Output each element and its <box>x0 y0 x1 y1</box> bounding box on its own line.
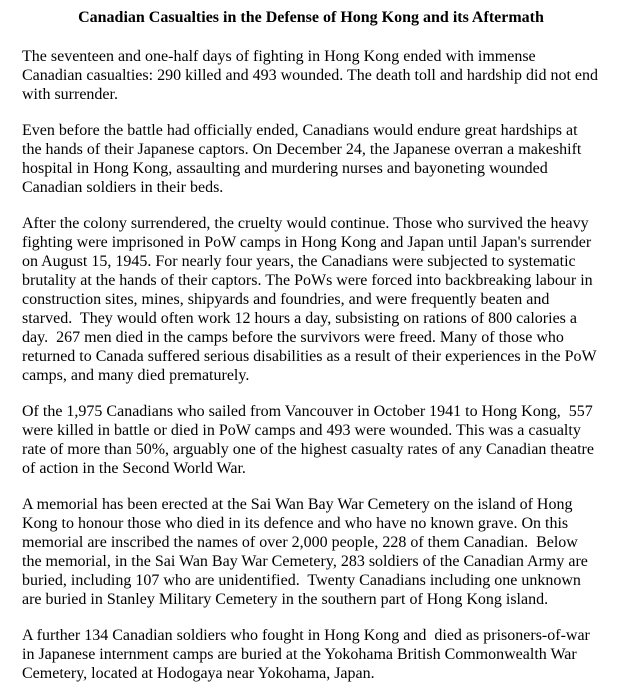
page-title: Canadian Casualties in the Defense of Hong Kong and its Aftermath <box>78 9 544 26</box>
paragraph-pow-camps: After the colony surrendered, the cruelty would continue. Those who survived the heavy fighting were imprisoned in PoW camps in Hong Kong and Japan until Japan's surrender on August 15, 1945. For nearly four years, the Canadians were subjected to systematic brutality at the hands of their captors. The PoWs were forced into backbreaking labour in construction sites, mines, shipyards and foundries, and were frequently beaten and starved. They would often work 12 hours a day, subsisting on rations of 800 calories a day. 267 men died in the camps before the survivors were freed. Many of those who returned to Canada suffered serious disabilities as a result of their experiences in the PoW camps, and many died prematurely. <box>22 215 601 384</box>
paragraph-casualty-summary: The seventeen and one-half days of fighting in Hong Kong ended with immense Canadian casualties: 290 killed and 493 wounded. The death toll and hardship did not end with surrender. <box>22 48 603 103</box>
paragraph-hospital-atrocity: Even before the battle had officially ended, Canadians would endure great hardships at the hands of their Japanese captors. On December 24, the Japanese overran a makeshift hospital in Hong Kong, assaulting and murdering nurses and bayoneting wounded Canadian soldiers in their beds. <box>22 122 586 196</box>
paragraph-sai-wan-memorial: A memorial has been erected at the Sai Wan Bay War Cemetery on the island of Hong Kong to honour those who died in its defence and who have no known grave. On this memorial are inscribed the names of over 2,000 people, 228 of them Canadian. Below the memorial, in the Sai Wan Bay War Cemetery, 283 soldiers of the Canadian Army are buried, including 107 who are unidentified. Twenty Canadians including one unknown are buried in Stanley Military Cemetery in the southern part of Hong Kong island. <box>22 496 592 608</box>
paragraph-casualty-rate: Of the 1,975 Canadians who sailed from Vancouver in October 1941 to Hong Kong, 557 were killed in battle or died in PoW camps and 493 were wounded. This was a casualty rate of more than 50%, arguably one of the highest casualty rates of any Canadian theatre of action in the Second World War. <box>22 403 598 477</box>
paragraph-yokohama-cemetery: A further 134 Canadian soldiers who fought in Hong Kong and died as prisoners-of-war in Japanese internment camps are buried at the Yokohama British Commonwealth War Cemetery, located at Hodogaya near Yokohama, Japan. <box>22 627 594 682</box>
